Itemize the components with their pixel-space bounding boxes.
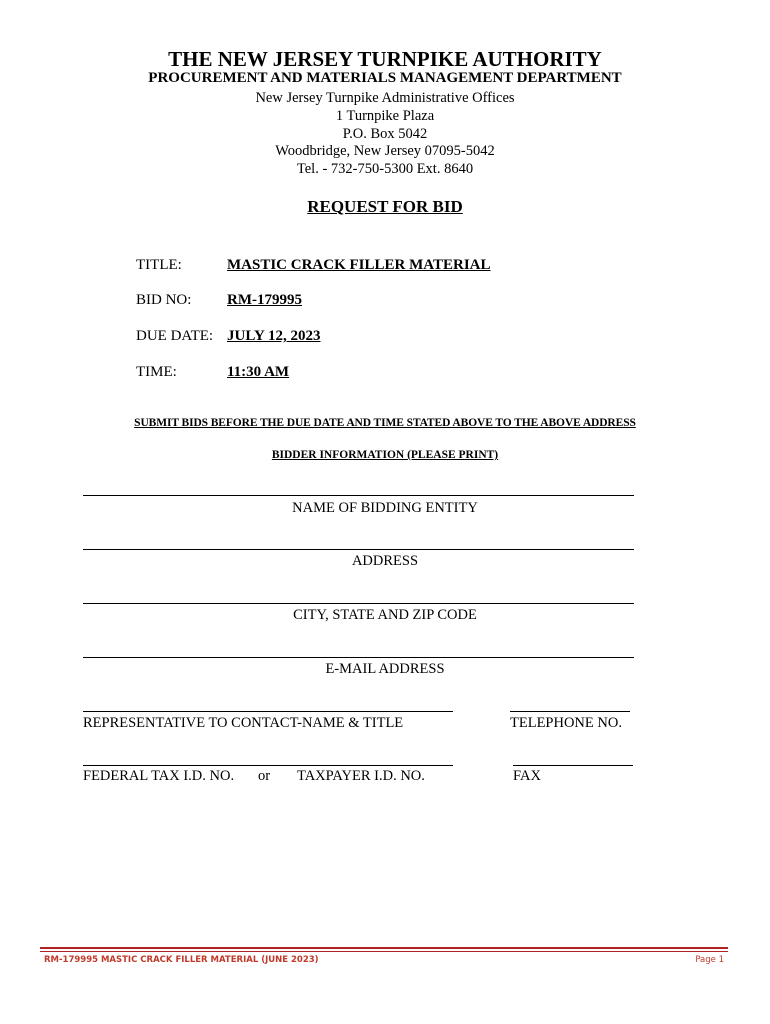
- email-caption: E-MAIL ADDRESS: [325, 661, 445, 677]
- bidder-info-heading: BIDDER INFORMATION (PLEASE PRINT): [271, 449, 499, 461]
- tax-id-blank-line[interactable]: [83, 765, 453, 766]
- city-blank-line[interactable]: [83, 603, 634, 604]
- address-blank-line[interactable]: [83, 549, 634, 550]
- submit-instructions: SUBMIT BIDS BEFORE THE DUE DATE AND TIME STATED ABOVE TO THE ABOVE ADDRESS: [134, 417, 636, 429]
- time-label: TIME:: [136, 364, 177, 380]
- name-blank-line[interactable]: [83, 495, 634, 496]
- representative-caption: REPRESENTATIVE TO CONTACT-NAME & TITLE: [83, 715, 404, 731]
- footer-divider: [40, 947, 728, 949]
- taxpayer-caption: TAXPAYER I.D. NO.: [297, 768, 425, 784]
- address-caption: ADDRESS: [351, 553, 419, 569]
- due-date-label: DUE DATE:: [136, 328, 214, 344]
- bid-no-value: RM-179995: [227, 292, 302, 308]
- address-line-3: P.O. Box 5042: [342, 126, 428, 142]
- due-date-value: JULY 12, 2023: [227, 328, 321, 344]
- footer-divider-thin: [40, 951, 728, 952]
- department-name: PROCUREMENT AND MATERIALS MANAGEMENT DEPARTMENT: [148, 70, 622, 86]
- address-line-1: New Jersey Turnpike Administrative Offices: [255, 90, 515, 106]
- page-number: Page 1: [695, 955, 724, 965]
- address-line-4: Woodbridge, New Jersey 07095-5042: [275, 143, 495, 159]
- or-caption: or: [258, 768, 271, 784]
- representative-blank-line[interactable]: [83, 711, 453, 712]
- footer-document-id: RM-179995 MASTIC CRACK FILLER MATERIAL (JUNE 2023): [44, 955, 319, 965]
- name-caption: NAME OF BIDDING ENTITY: [292, 500, 478, 516]
- fax-blank-line[interactable]: [513, 765, 633, 766]
- title-value: MASTIC CRACK FILLER MATERIAL: [227, 257, 491, 273]
- address-line-2: 1 Turnpike Plaza: [335, 108, 435, 124]
- address-line-5: Tel. - 732-750-5300 Ext. 8640: [296, 161, 474, 177]
- city-caption: CITY, STATE AND ZIP CODE: [293, 607, 477, 623]
- email-blank-line[interactable]: [83, 657, 634, 658]
- fax-caption: FAX: [513, 768, 541, 784]
- title-label: TITLE:: [136, 257, 182, 273]
- time-value: 11:30 AM: [227, 364, 290, 380]
- telephone-caption: TELEPHONE NO.: [510, 715, 622, 731]
- telephone-blank-line[interactable]: [510, 711, 630, 712]
- authority-title: THE NEW JERSEY TURNPIKE AUTHORITY: [168, 47, 602, 71]
- federal-tax-caption: FEDERAL TAX I.D. NO.: [83, 768, 235, 784]
- bid-no-label: BID NO:: [136, 292, 192, 308]
- document-title: REQUEST FOR BID: [307, 197, 463, 216]
